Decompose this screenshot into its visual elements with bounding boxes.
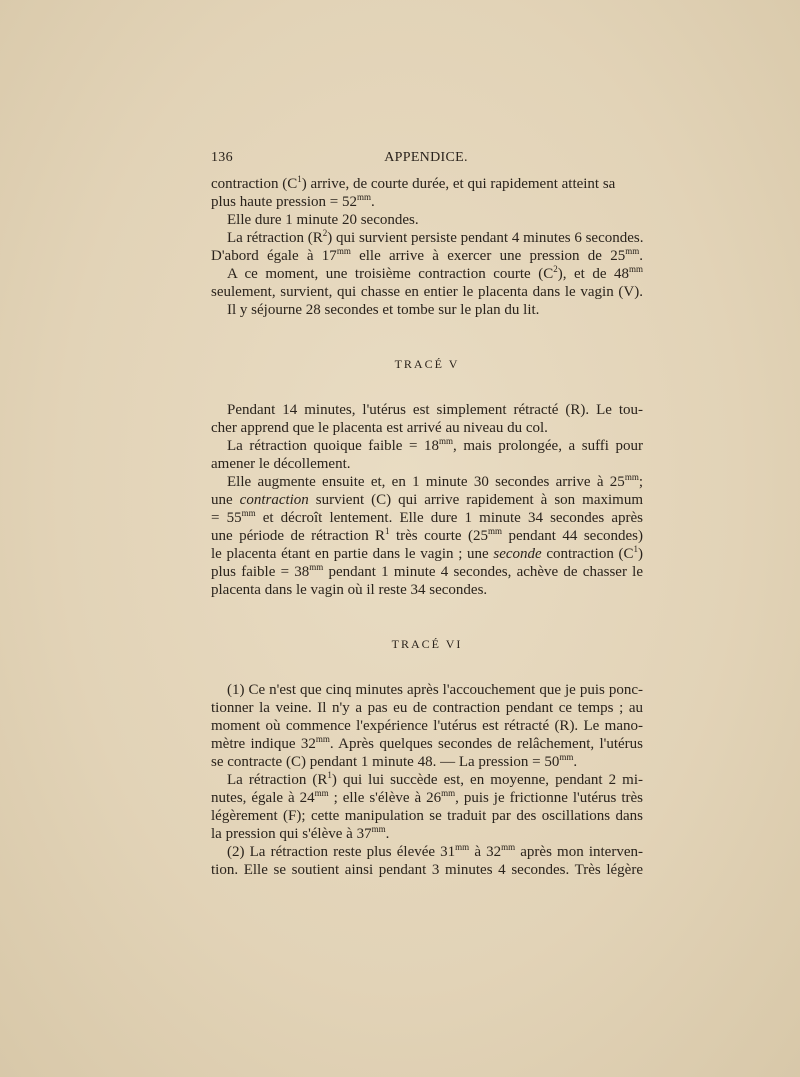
text-line: nutes, égale à $24^{mm}$ ; elle s'élève à $26^{mm}$, puis je frictionne l'utérus très [211, 788, 644, 806]
text-line: Pendant 14 minutes, l'utérus est simplement rétracté (R). Le tou- [227, 402, 643, 418]
text-line: moment où commence l'expérience l'utérus est rétracté (R). Le mano- [211, 718, 643, 734]
text-line: Elle dure 1 minute 20 secondes. [227, 212, 419, 228]
text-line: (2) La rétraction reste plus élevée $31^{mm}$ à $32^{mm}$ après mon interven- [227, 842, 643, 860]
text-line: la pression qui s'élève à $37^{mm}$. [211, 824, 390, 842]
text-line: une contraction survient (C) qui arrive rapidement à son maximum [211, 492, 643, 508]
text-line: une période de rétraction $R^1$ très courte ($25^{mm}$ pendant 44 secondes) [211, 526, 643, 544]
page-header [211, 150, 641, 170]
text-line: Elle augmente ensuite et, en 1 minute 30 secondes arrive à $25^{mm}$; [227, 472, 643, 490]
text-line: le placenta étant en partie dans le vagin ; une seconde contraction $(C^1)$ [211, 544, 643, 562]
text-line: La rétraction quoique faible = $18^{mm}$, mais prolongée, a suffi pour [227, 436, 644, 454]
text-line: (1) Ce n'est que cinq minutes après l'accouchement que je puis ponc- [227, 682, 643, 698]
text-line: La rétraction $(R^1)$ qui lui succède est, en moyenne, pendant 2 mi- [227, 770, 643, 788]
text-line: Il y séjourne 28 secondes et tombe sur le plan du lit. [227, 302, 540, 318]
text-line: amener le décollement. [211, 456, 351, 472]
text-line: A ce moment, une troisième contraction courte $(C^2)$, et de $48^{mm}$ [227, 264, 644, 282]
page-number: 136 [211, 150, 233, 165]
text-line: tionner la veine. Il n'y a pas eu de contraction pendant ce temps ; au [211, 700, 643, 716]
section-heading-trace-v: TRACÉ V [394, 357, 460, 371]
text-line: se contracte (C) pendant 1 minute 48. — La pression = $50^{mm}$. [211, 752, 578, 770]
text-line: placenta dans le vagin où il reste 34 secondes. [211, 582, 488, 598]
text-line: plus haute pression = $52^{mm}$. [211, 192, 375, 210]
text-line: légèrement (F); cette manipulation se traduit par des oscillations dans [211, 808, 643, 824]
text-line: La rétraction $(R^2)$ qui survient persiste pendant 4 minutes 6 secondes. [227, 228, 644, 246]
section-heading-trace-vi: TRACÉ VI [391, 637, 463, 651]
text-line: cher apprend que le placenta est arrivé au niveau du col. [211, 420, 548, 436]
text-line: contraction $(C^1)$ arrive, de courte durée, et qui rapidement atteint sa [211, 174, 616, 192]
text-line: = $55^{mm}$ et décroît lentement. Elle dure 1 minute 34 secondes après [211, 508, 643, 526]
running-title: APPENDICE. [384, 150, 468, 165]
text-line: plus faible = $38^{mm}$ pendant 1 minute 4 secondes, achève de chasser le [211, 562, 643, 580]
text-line: mètre indique $32^{mm}$. Après quelques secondes de relâchement, l'utérus [211, 734, 644, 752]
text-line: D'abord égale à $17^{mm}$ elle arrive à exercer une pression de $25^{mm}$. [211, 246, 643, 264]
text-line: seulement, survient, qui chasse en entier le placenta dans le vagin (V). [211, 284, 643, 300]
text-line: tion. Elle se soutient ainsi pendant 3 minutes 4 secondes. Très légère [211, 862, 643, 878]
